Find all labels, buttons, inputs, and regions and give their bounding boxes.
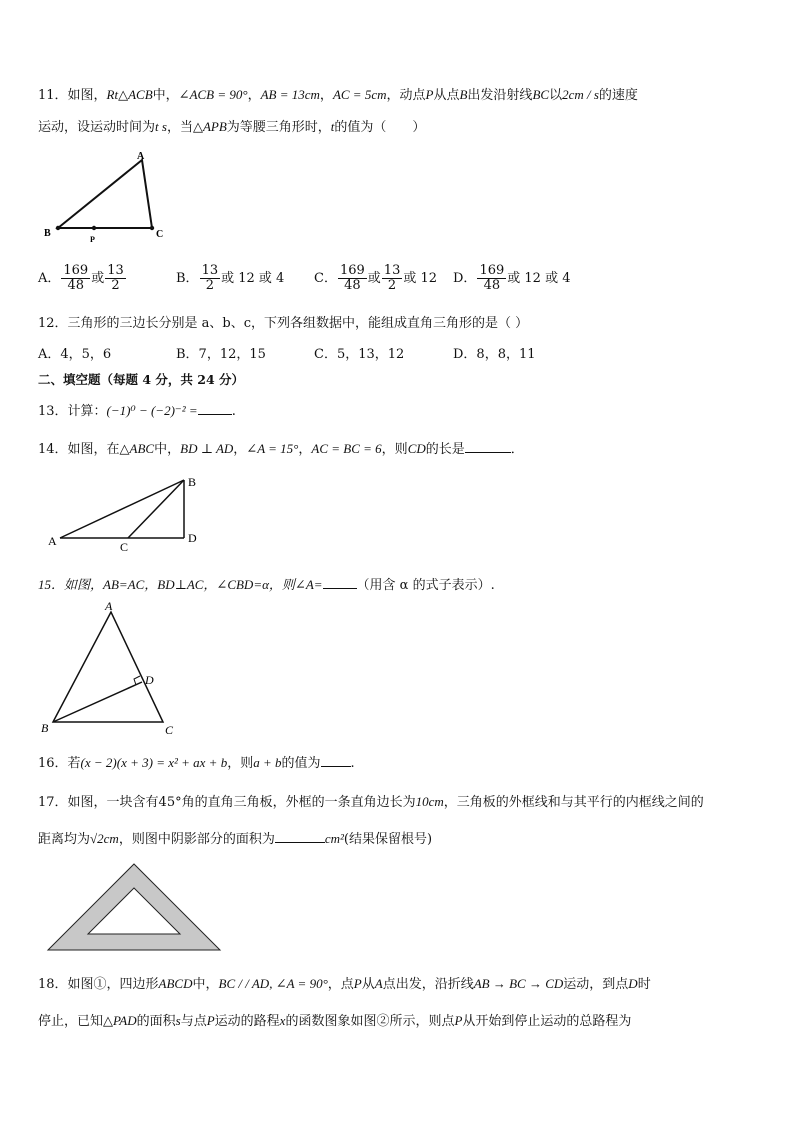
label-a: A: [137, 151, 145, 162]
q11-line2: 运动，设运动时间为t s，当△APB为等腰三角形时，t的值为（ ）: [38, 119, 426, 135]
answer-blank[interactable]: [275, 830, 325, 843]
q12-option-a[interactable]: A．4，5，6: [38, 347, 112, 362]
q12-option-d[interactable]: D．8，8，11: [453, 347, 536, 362]
q11-number: 11．如图，: [38, 88, 107, 103]
fraction: $\frac{169}{48}$: [63, 263, 89, 293]
point-b-dot: [56, 226, 60, 230]
label-b: B: [188, 475, 197, 489]
answer-blank[interactable]: [198, 402, 232, 415]
q11-option-c[interactable]: C． $\frac{169}{48}$ 或 $\frac{13}{2}$ 或 12: [314, 263, 438, 293]
fraction: $\frac{169}{48}$: [479, 263, 505, 293]
q12-option-b[interactable]: B．7，12，15: [176, 347, 266, 362]
q18-line1: 18．如图①，四边形ABCD中，BC / / AD, ∠A = 90°，点P从A点出发，沿折线AB → BC → CD运动，到点D时: [38, 976, 651, 992]
q15-triangle-figure: [38, 598, 188, 738]
point-p-dot: [92, 226, 96, 230]
q12-stem: 12．三角形的三边长分别是 a、b、c，下列各组数据中，能组成直角三角形的是（ ）: [38, 316, 529, 331]
q17-line2: 距离均为√2cm，则图中阴影部分的面积为 cm²(结果保留根号): [38, 831, 433, 847]
label-b: B: [44, 228, 51, 239]
q11-triangle-figure: [38, 148, 178, 248]
label-d: D: [188, 531, 197, 545]
q12-option-c[interactable]: C．5，13，12: [314, 347, 405, 362]
answer-blank[interactable]: [323, 576, 357, 589]
q17-set-square-figure: [38, 858, 228, 958]
label-a: A: [48, 534, 57, 548]
triangle-abc: [58, 160, 152, 228]
label-c: C: [156, 229, 164, 240]
q14: 14．如图，在△ABC中，BD ⊥ AD，∠A = 15°，AC = BC = 6，则CD的长是 ．: [38, 441, 524, 457]
q11-line1: 11．如图，Rt△ACB中，∠ACB = 90°，AB = 13cm，AC = 5cm，动点P从点B出发沿射线BC以2cm / s的速度: [38, 87, 638, 103]
label-c: C: [165, 723, 174, 737]
line-bd: [53, 682, 142, 722]
point-c-dot: [150, 226, 154, 230]
label-p: P: [90, 235, 95, 244]
line-ab: [60, 480, 184, 538]
q11-option-a[interactable]: A． $\frac{169}{48}$ 或 $\frac{13}{2}$: [38, 263, 124, 293]
section-title: 二、填空题（每题 4 分，共 24 分）: [38, 372, 245, 387]
q15: 15．如图，AB=AC，BD⊥AC，∠CBD=α，则∠A= （用含 α 的式子表示）.: [38, 577, 495, 593]
q13: 13．计算：(−1)⁰ − (−2)⁻² = .: [38, 403, 236, 419]
fraction: $\frac{13}{2}$: [107, 263, 124, 293]
fraction: $\frac{13}{2}$: [201, 263, 219, 293]
answer-blank[interactable]: [465, 440, 511, 453]
q17-line1: 17．如图，一块含有45°角的直角三角板，外框的一条直角边长为10cm，三角板的外框线和与其平行的内框线之间的: [38, 794, 704, 810]
fraction: $\frac{13}{2}$: [383, 263, 401, 293]
q14-triangle-figure: [38, 470, 218, 556]
line-cb: [128, 480, 184, 538]
label-b: B: [41, 721, 49, 735]
q18-line2: 停止，已知△PAD的面积s与点P运动的路程x的函数图象如图②所示，则点P从开始到停止运动的总路程为: [38, 1013, 632, 1029]
label-c: C: [120, 540, 129, 554]
q11-option-b[interactable]: B． $\frac{13}{2}$ 或 12 或 4: [176, 263, 285, 293]
label-a: A: [105, 599, 113, 613]
fraction: $\frac{169}{48}$: [339, 263, 365, 293]
q11-option-d[interactable]: D． $\frac{169}{48}$ 或 12 或 4: [453, 263, 571, 293]
answer-blank[interactable]: [321, 754, 351, 767]
label-d: D: [145, 673, 154, 687]
shaded-frame: [48, 864, 220, 950]
q16: 16．若(x − 2)(x + 3) = x² + ax + b，则a + b的值为 .: [38, 755, 355, 771]
triangle-abc: [53, 612, 163, 722]
